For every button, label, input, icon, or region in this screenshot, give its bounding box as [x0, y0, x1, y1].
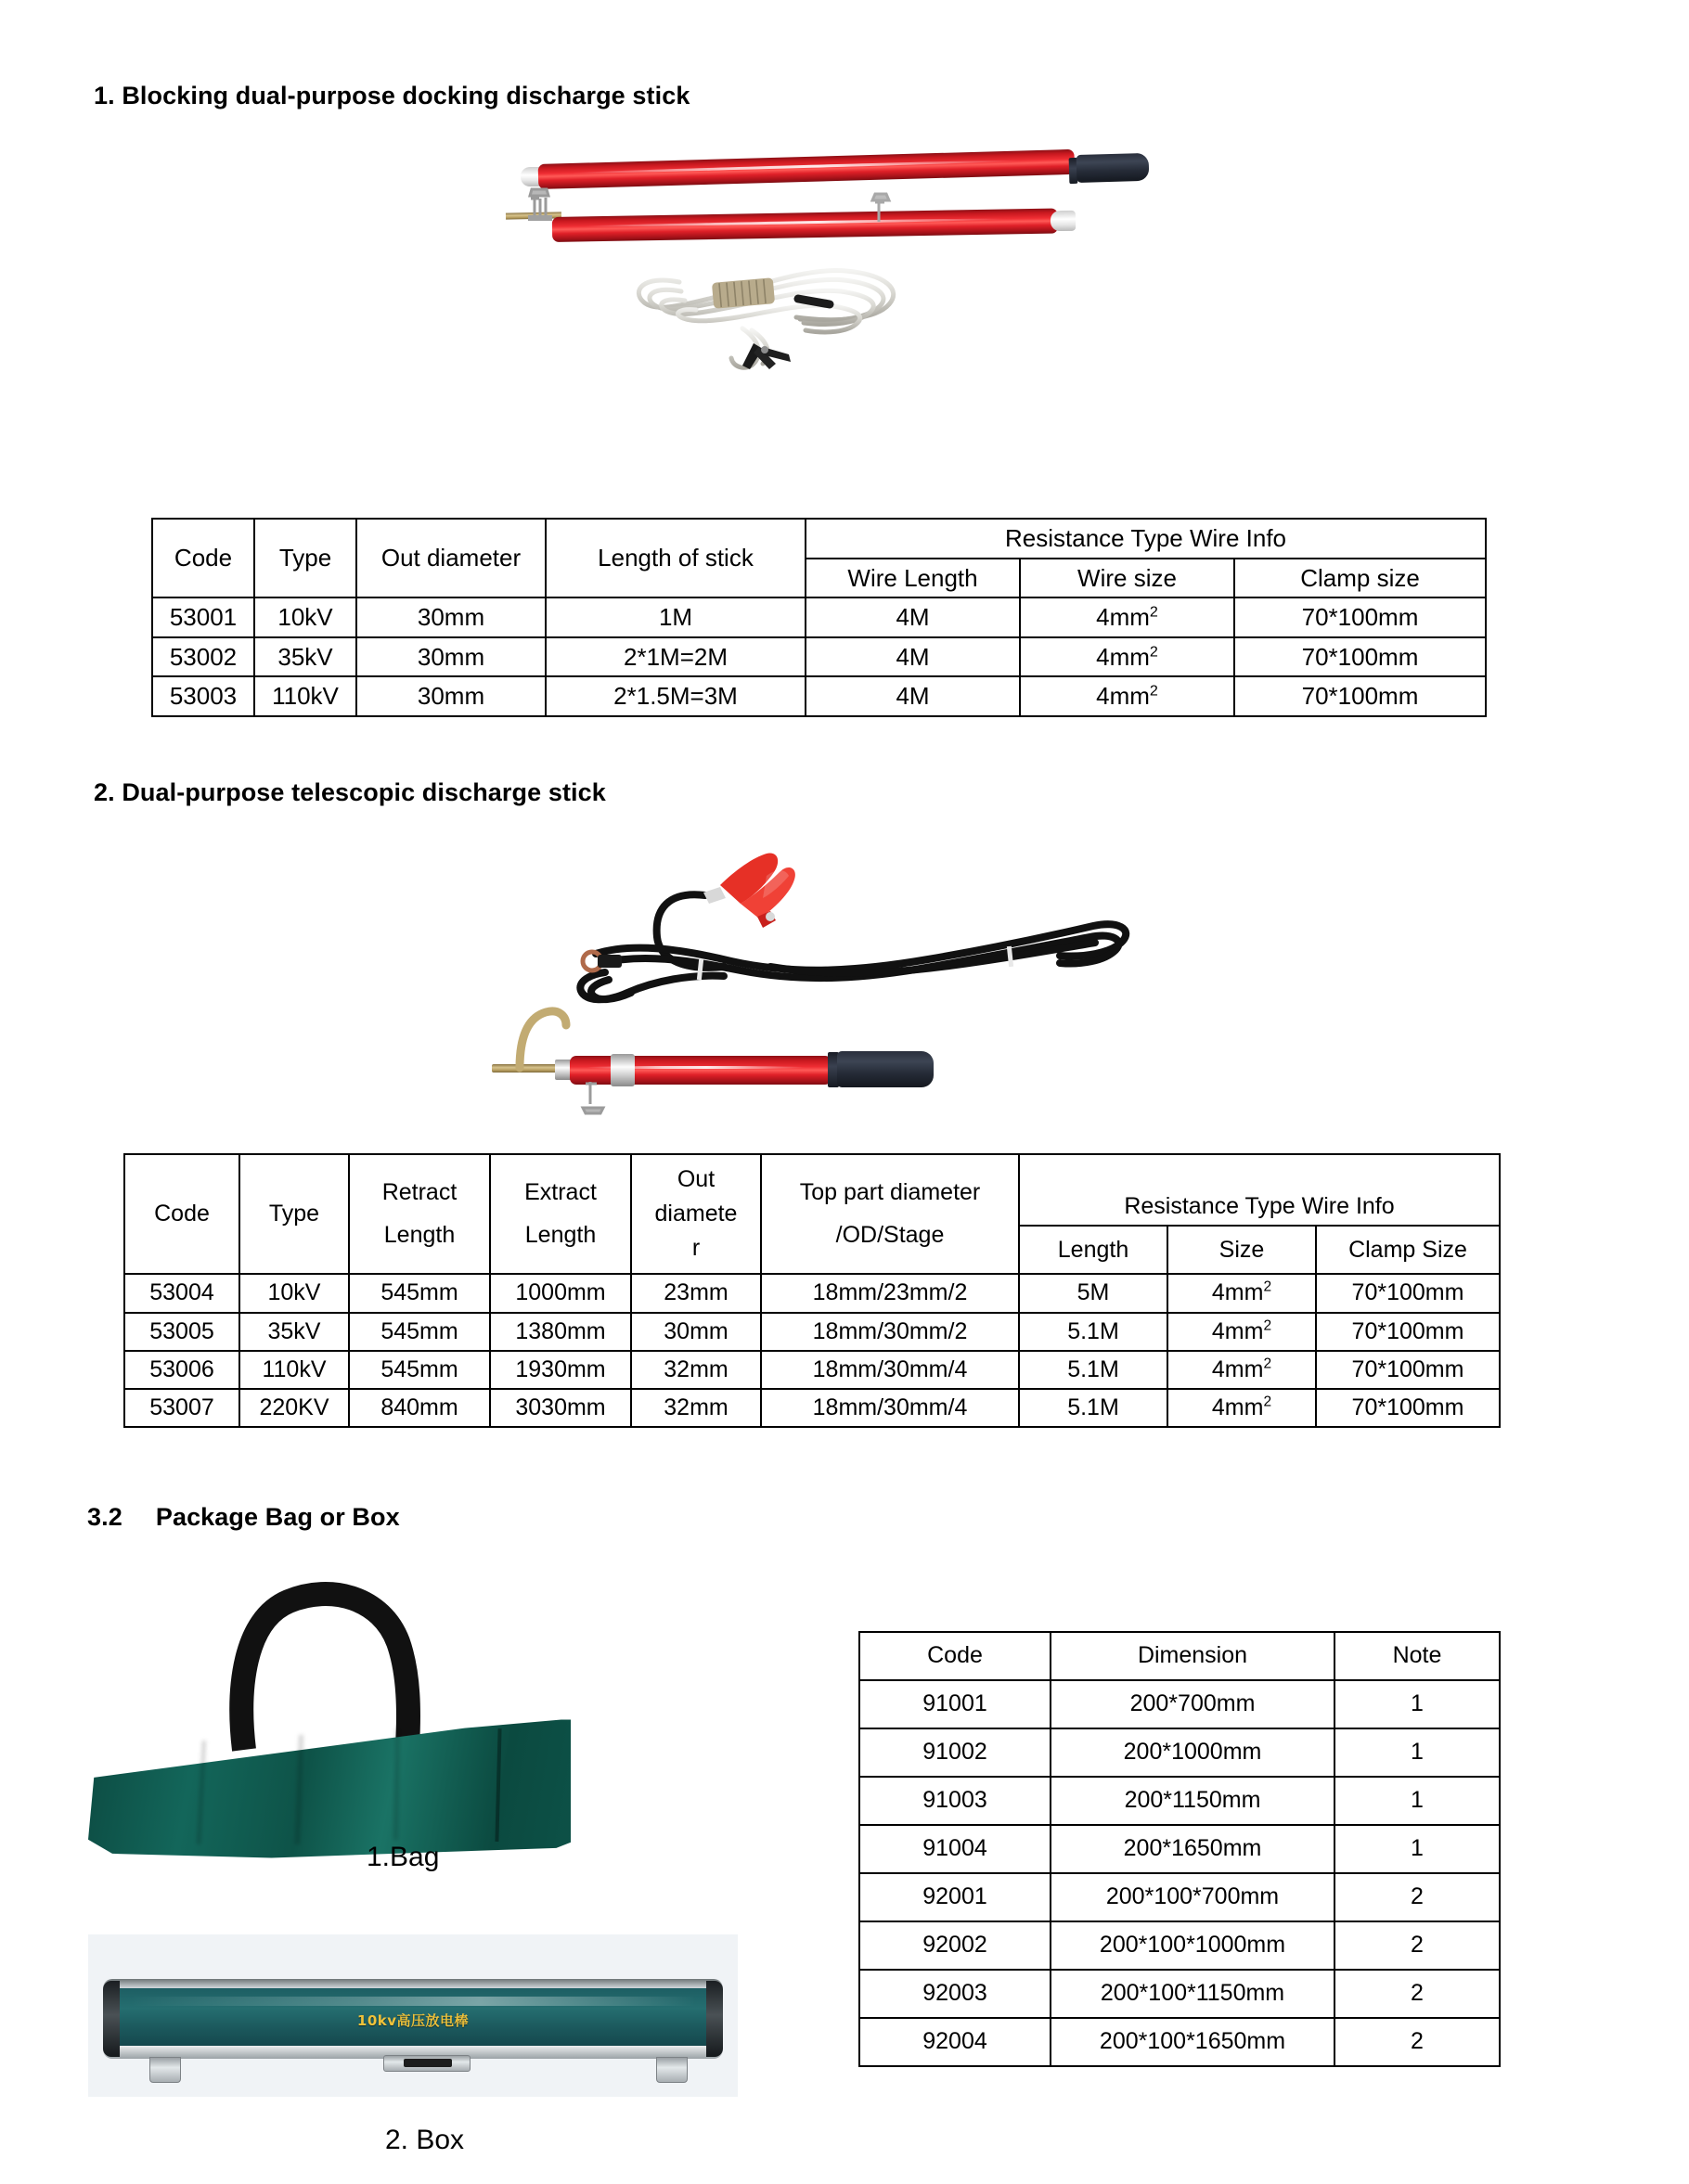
cell-dimension: 200*100*1650mm: [1051, 2018, 1334, 2066]
section-3-2-number: 3.2: [87, 1503, 122, 1531]
table2-group-resistance-wire-info: Resistance Type Wire Info: [1019, 1154, 1500, 1226]
cell-code: 91004: [859, 1825, 1051, 1873]
cell-wire-length: 5.1M: [1019, 1389, 1167, 1427]
box-latch-left[interactable]: [149, 2057, 181, 2083]
table-row: [152, 637, 1486, 677]
cell-clamp-size: 70*100mm: [1234, 597, 1486, 637]
table-row: [859, 1970, 1500, 2018]
table1-header-row-1: [152, 519, 1486, 559]
cell-type: 35kV: [254, 637, 356, 677]
bag-caption: 1.Bag: [367, 1842, 440, 1872]
cell-code: 91002: [859, 1728, 1051, 1777]
rod-lower-body: [552, 208, 1058, 242]
telescopic-discharge-stick-table: [123, 1153, 1501, 1428]
cell-clamp-size: 70*100mm: [1316, 1274, 1500, 1312]
box-latch-right[interactable]: [656, 2057, 688, 2083]
cell-wire-length: 5.1M: [1019, 1351, 1167, 1389]
cell-code: 53002: [152, 637, 254, 677]
table-row: [124, 1351, 1500, 1389]
blocking-docking-discharge-stick-photo: [501, 153, 1169, 366]
cell-note: 2: [1334, 1873, 1500, 1921]
table-row: [859, 1921, 1500, 1970]
table-row: [859, 1777, 1500, 1825]
cell-extract-length: 1000mm: [490, 1274, 631, 1312]
box-panel-highlight: [130, 1997, 697, 2006]
table1-col-wire-size: Wire size: [1020, 559, 1234, 598]
cell-note: 2: [1334, 2018, 1500, 2066]
cell-wire-size: $4mm^2$: [1020, 637, 1234, 677]
cell-clamp-size: 70*100mm: [1316, 1313, 1500, 1351]
cell-wire-size: $4mm^2$: [1020, 597, 1234, 637]
cell-top-part-diameter: 18mm/23mm/2: [761, 1274, 1019, 1312]
cell-out-diameter: 30mm: [631, 1313, 761, 1351]
rod-upper-handle: [1077, 153, 1150, 183]
cell-wire-size: $4mm^2$: [1167, 1313, 1316, 1351]
cell-clamp-size: 70*100mm: [1234, 637, 1486, 677]
cell-extract-length: 1930mm: [490, 1351, 631, 1389]
table3-col-code: Code: [859, 1632, 1051, 1680]
cell-clamp-size: 70*100mm: [1234, 676, 1486, 716]
cell-dimension: 200*100*700mm: [1051, 1873, 1334, 1921]
cell-length-of-stick: 2*1M=2M: [546, 637, 806, 677]
table2-col-wire-size: Size: [1167, 1226, 1316, 1274]
table-row: [124, 1274, 1500, 1312]
table-row: [859, 1728, 1500, 1777]
table2-col-code: Code: [124, 1154, 239, 1274]
table1-col-type: Type: [254, 519, 356, 597]
table2-col-type: Type: [239, 1154, 349, 1274]
box-caption: 2. Box: [385, 2125, 465, 2155]
cell-code: 91003: [859, 1777, 1051, 1825]
box-corner-left: [103, 1981, 120, 2057]
table3-header-row: [859, 1632, 1500, 1680]
silver-ground-wire-coil-photo: [624, 251, 921, 366]
cell-code: 91001: [859, 1680, 1051, 1728]
black-wire-red-clamp-photo: [492, 844, 1141, 1011]
cell-type: 10kV: [254, 597, 356, 637]
bag-handle-icon: [209, 1577, 450, 1754]
package-bag-box-table: [858, 1631, 1501, 2067]
cell-retract-length: 545mm: [349, 1274, 490, 1312]
section-1-heading: 1. Blocking dual-purpose docking discharge stick: [94, 82, 690, 109]
table1-col-code: Code: [152, 519, 254, 597]
table2-col-clamp-size: Clamp Size: [1316, 1226, 1500, 1274]
table-row: [859, 1825, 1500, 1873]
cell-wire-size: $4mm^2$: [1167, 1274, 1316, 1312]
cell-dimension: 200*100*1000mm: [1051, 1921, 1334, 1970]
cell-dimension: 200*1000mm: [1051, 1728, 1334, 1777]
rod-lower-white-tip-icon: [1051, 211, 1076, 231]
cell-clamp-size: 70*100mm: [1316, 1351, 1500, 1389]
cell-code: 92001: [859, 1873, 1051, 1921]
cell-wire-size: $4mm^2$: [1167, 1389, 1316, 1427]
cell-out-diameter: 32mm: [631, 1351, 761, 1389]
rod-lower-highlight: [583, 218, 1008, 228]
table2-col-top-part-diameter: Top part diameter /OD/Stage: [761, 1154, 1019, 1274]
cell-dimension: 200*100*1150mm: [1051, 1970, 1334, 2018]
cell-retract-length: 545mm: [349, 1351, 490, 1389]
cell-out-diameter: 30mm: [356, 637, 546, 677]
cell-code: 53006: [124, 1351, 239, 1389]
cell-code: 53007: [124, 1389, 239, 1427]
ground-clamp-icon: [742, 343, 791, 369]
blocking-docking-discharge-stick-table: [151, 518, 1487, 717]
rod-highlight: [571, 160, 1021, 175]
telescopic-rod-handle: [837, 1051, 934, 1087]
table2-col-out-diameter: Out diamete r: [631, 1154, 761, 1274]
cell-dimension: 200*700mm: [1051, 1680, 1334, 1728]
table1-col-length-of-stick: Length of stick: [546, 519, 806, 597]
cell-type: 35kV: [239, 1313, 349, 1351]
table2-col-extract-length: Extract Length: [490, 1154, 631, 1274]
cell-wire-length: 5M: [1019, 1274, 1167, 1312]
table-row: [859, 2018, 1500, 2066]
cell-length-of-stick: 1M: [546, 597, 806, 637]
cell-wire-size: $4mm^2$: [1167, 1351, 1316, 1389]
cell-code: 92002: [859, 1921, 1051, 1970]
cell-top-part-diameter: 18mm/30mm/2: [761, 1313, 1019, 1351]
cell-wire-length: 4M: [806, 637, 1020, 677]
cell-type: 10kV: [239, 1274, 349, 1312]
table2-col-wire-length: Length: [1019, 1226, 1167, 1274]
cell-out-diameter: 30mm: [356, 597, 546, 637]
cell-note: 2: [1334, 1970, 1500, 2018]
table-row: [152, 597, 1486, 637]
cell-code: 92004: [859, 2018, 1051, 2066]
cell-top-part-diameter: 18mm/30mm/4: [761, 1351, 1019, 1389]
cell-out-diameter: 23mm: [631, 1274, 761, 1312]
box-front-panel: [118, 1988, 708, 2046]
cell-type: 220KV: [239, 1389, 349, 1427]
cell-code: 53001: [152, 597, 254, 637]
cell-note: 1: [1334, 1825, 1500, 1873]
box-corner-right: [706, 1981, 723, 2057]
table-row: [124, 1389, 1500, 1427]
table3-col-dimension: Dimension: [1051, 1632, 1334, 1680]
table1-group-resistance-wire-info: Resistance Type Wire Info: [806, 519, 1486, 559]
cell-retract-length: 840mm: [349, 1389, 490, 1427]
table3-col-note: Note: [1334, 1632, 1500, 1680]
rod-upper-body: [538, 149, 1076, 189]
cell-out-diameter: 32mm: [631, 1389, 761, 1427]
section-3-2-heading: [87, 1502, 400, 1532]
cell-out-diameter: 30mm: [356, 676, 546, 716]
ring-terminal-icon: [583, 952, 622, 970]
cell-retract-length: 545mm: [349, 1313, 490, 1351]
cell-wire-length: 4M: [806, 597, 1020, 637]
cell-extract-length: 1380mm: [490, 1313, 631, 1351]
table2-col-retract-length: Retract Length: [349, 1154, 490, 1274]
cell-note: 1: [1334, 1680, 1500, 1728]
rod-lower-coupling-icon: [527, 186, 574, 220]
table1-col-clamp-size: Clamp size: [1234, 559, 1486, 598]
package-bag-photo: [88, 1577, 682, 1856]
table1-col-out-diameter: Out diameter: [356, 519, 546, 597]
cell-wire-length: 5.1M: [1019, 1313, 1167, 1351]
cell-code: 92003: [859, 1970, 1051, 2018]
cell-dimension: 200*1650mm: [1051, 1825, 1334, 1873]
cell-note: 2: [1334, 1921, 1500, 1970]
table1-col-wire-length: Wire Length: [806, 559, 1020, 598]
cell-extract-length: 3030mm: [490, 1389, 631, 1427]
table-row: [859, 1873, 1500, 1921]
section-2-heading: 2. Dual-purpose telescopic discharge stick: [94, 778, 606, 806]
cell-type: 110kV: [254, 676, 356, 716]
cell-wire-size: $4mm^2$: [1020, 676, 1234, 716]
section-3-2-title: Package Bag or Box: [155, 1503, 400, 1531]
cell-wire-length: 4M: [806, 676, 1020, 716]
table2-header-row-1: [124, 1154, 1500, 1226]
table-row: [124, 1313, 1500, 1351]
cell-clamp-size: 70*100mm: [1316, 1389, 1500, 1427]
cell-code: 53003: [152, 676, 254, 716]
table-row: [859, 1680, 1500, 1728]
cell-note: 1: [1334, 1777, 1500, 1825]
box-handle-grip: [404, 2059, 452, 2067]
cell-note: 1: [1334, 1728, 1500, 1777]
cell-top-part-diameter: 18mm/30mm/4: [761, 1389, 1019, 1427]
table-row: [152, 676, 1486, 716]
rod-screw-stud-icon: [577, 1078, 614, 1115]
cell-code: 53005: [124, 1313, 239, 1351]
rod-lower-stud-icon: [868, 192, 905, 224]
cell-code: 53004: [124, 1274, 239, 1312]
telescopic-discharge-stick-figure: [492, 844, 1160, 1086]
cell-dimension: 200*1150mm: [1051, 1777, 1334, 1825]
red-alligator-clamp-icon: [703, 854, 795, 928]
cell-type: 110kV: [239, 1351, 349, 1389]
package-box-photo: [88, 1934, 738, 2097]
cell-length-of-stick: 2*1.5M=3M: [546, 676, 806, 716]
box-label-text: 10kv高压放电棒: [356, 2012, 470, 2029]
